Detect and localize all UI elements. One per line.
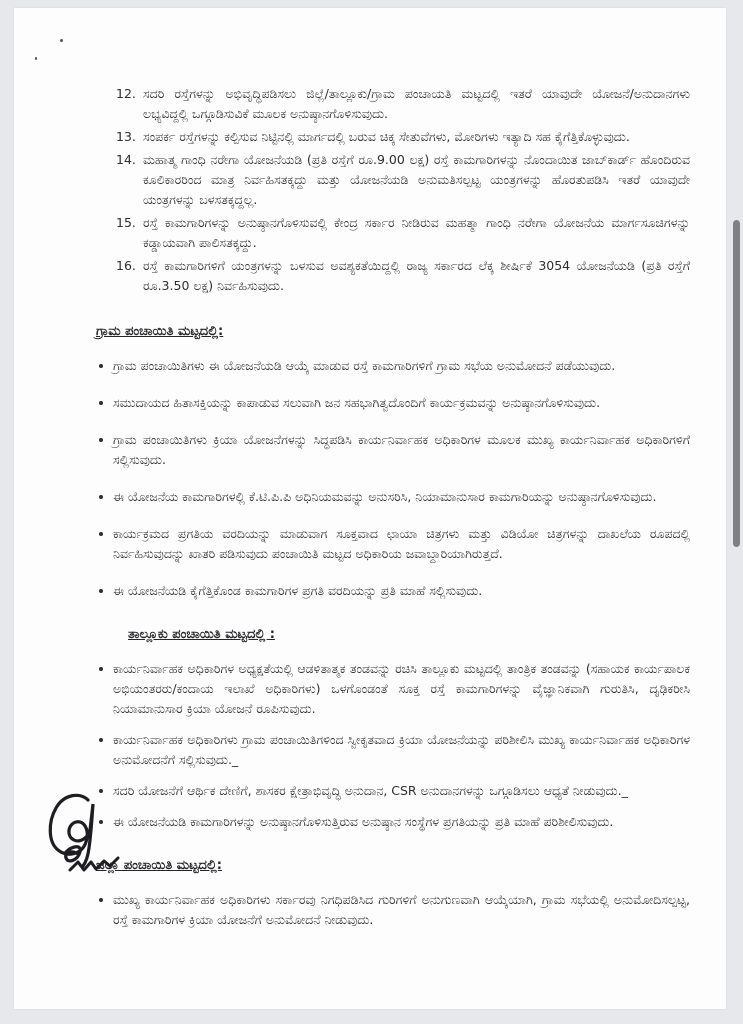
bullet-item: ಈ ಯೋಜನೆಯ ಕಾಮಗಾರಿಗಳಲ್ಲಿ ಕೆ.ಟಿ.ಪಿ.ಪಿ ಅಧಿನಿಯಮವನ್ನು ಅನುಸರಿಸಿ, ನಿಯಾಮಾನುಸಾರ ಕಾಮಗಾರಿಯನ್ನು ಅನುಷ್ಠಾನಗೊಳಿಸುವುದು. <box>96 487 690 507</box>
item-text: ರಸ್ತೆ ಕಾಮಗಾರಿಗಳಿಗೆ ಯಂತ್ರಗಳನ್ನು ಬಳಸುವ ಅವಶ್ಯಕತೆಯಿದ್ದಲ್ಲಿ ರಾಜ್ಯ ಸರ್ಕಾರದ ಲೆಕ್ಕ ಶೀರ್ಷಿಕೆ 3054 ಯೋಜನೆಯಡಿ (ಪ್ರತಿ ರಸ್ತೆಗೆ ರೂ.3.50 ಲಕ್ಷ) ನಿರ್ವಹಿಸುವುದು. <box>143 258 690 293</box>
item-text: ರಸ್ತೆ ಕಾಮಗಾರಿಗಳನ್ನು ಅನುಷ್ಠಾನಗೊಳಿಸುವಲ್ಲಿ ಕೇಂದ್ರ ಸರ್ಕಾರ ನೀಡಿರುವ ಮಹತ್ಮಾ ಗಾಂಧಿ ನರೇಗಾ ಯೋಜನೆಯ ಮಾರ್ಗಸೂಚಿಗಳನ್ನು ಕಡ್ಡಾಯವಾಗಿ ಪಾಲಿಸತಕ್ಕದ್ದು. <box>143 215 690 250</box>
item-number: 16. <box>116 258 136 273</box>
item-text: ಮಹಾತ್ಮ ಗಾಂಧಿ ನರೇಗಾ ಯೋಜನೆಯಡಿ (ಪ್ರತಿ ರಸ್ತೆಗೆ ರೂ.9.00 ಲಕ್ಷ) ರಸ್ತೆ ಕಾಮಗಾರಿಗಳನ್ನು ನೊಂದಾಯಿತ ಜಾಬ್‌ಕಾರ್ಡ್ ಹೊಂದಿರುವ ಕೂಲಿಕಾರರಿಂದ ಮಾತ್ರ ನಿರ್ವಹಿಸತಕ್ಕದ್ದು ಮತ್ತು ಯೋಜನೆಯಡಿ ಅನುಮತಿಸಲ್ಪಟ್ಟ ಯಂತ್ರಗಳನ್ನು ಹೊರತುಪಡಿಸಿ ಇತರೆ ಯಾವುದೇ ಯಂತ್ರಗಳನ್ನು ಬಳಸತಕ್ಕದ್ದಲ್ಲ. <box>143 152 690 207</box>
numbered-item-16 <box>116 256 690 296</box>
item-text: ಸಂಪರ್ಕ ರಸ್ತೆಗಳನ್ನು ಕಲ್ಪಿಸುವ ನಿಟ್ಟಿನಲ್ಲಿ ಮಾರ್ಗದಲ್ಲಿ ಬರುವ ಚಿಕ್ಕ ಸೇತುವೆಗಳು, ಮೋರಿಗಳು ಇತ್ಯಾದಿ ಸಹ ಕೈಗೆತ್ತಿಕೊಳ್ಳುವುದು. <box>143 129 630 144</box>
bullet-item: ಸದರಿ ಯೋಜನೆಗೆ ಆರ್ಥಿಕ ದೇಣಿಗೆ, ಶಾಸಕರ ಕ್ಷೇತ್ರಾಭಿವೃದ್ಧಿ ಅನುದಾನ, CSR ಅನುದಾನಗಳನ್ನು ಒಗ್ಗೂಡಿಸಲು ಆಧ್ಯತೆ ನೀಡುವುದು._ <box>96 781 690 801</box>
numbered-list <box>116 84 690 296</box>
gram-panchayat-bullets <box>96 356 690 601</box>
section-zilla-panchayat <box>96 856 690 930</box>
numbered-item-14 <box>116 150 690 210</box>
section-heading-zilla-panchayat: ಜಿಲ್ಲಾ ಪಂಚಾಯಿತಿ ಮಟ್ಟದಲ್ಲಿ: <box>96 858 222 873</box>
zilla-panchayat-bullets <box>96 890 690 930</box>
bullet-item: ಸಮುದಾಯದ ಹಿತಾಸಕ್ತಿಯನ್ನು ಕಾಪಾಡುವ ಸಲುವಾಗಿ ಜನ ಸಹಭಾಗಿತ್ವದೊಂದಿಗೆ ಕಾರ್ಯಕ್ರಮವನ್ನು ಅನುಷ್ಠಾನಗೊಳಿಸುವುದು. <box>96 393 690 413</box>
bullet-item: ಈ ಯೋಜನೆಯಡಿ ಕೈಗೆತ್ತಿಕೊಂಡ ಕಾಮಗಾರಿಗಳ ಪ್ರಗತಿ ವರದಿಯನ್ನು ಪ್ರತಿ ಮಾಹೆ ಸಲ್ಲಿಸುವುದು. <box>96 581 690 601</box>
document-page <box>14 8 726 1009</box>
item-number: 15. <box>116 215 136 230</box>
bullet-item: ಈ ಯೋಜನೆಯಡಿ ಕಾಮಗಾರಿಗಳನ್ನು ಅನುಷ್ಠಾನಗೊಳಿಸುತ್ತಿರುವ ಅನುಷ್ಠಾನ ಸಂಸ್ಥೆಗಳ ಪ್ರಗತಿಯನ್ನು ಪ್ರತಿ ಮಾಹೆ ಪರಿಶೀಲಿಸುವುದು. <box>96 812 690 832</box>
taluk-panchayat-bullets <box>96 659 690 832</box>
item-number: 12. <box>116 86 136 101</box>
bullet-item: ಗ್ರಾಮ ಪಂಚಾಯಿತಿಗಳು ಕ್ರಿಯಾ ಯೋಜನೆಗಳನ್ನು ಸಿದ್ಧಪಡಿಸಿ ಕಾರ್ಯನಿರ್ವಾಹಕ ಅಧಿಕಾರಿಗಳ ಮೂಲಕ ಮುಖ್ಯ ಕಾರ್ಯನಿರ್ವಾಹಕ ಅಧಿಕಾರಿಗಳಿಗೆ ಸಲ್ಲಿಸುವುದು. <box>96 430 690 470</box>
item-text: ಸದರಿ ರಸ್ತೆಗಳನ್ನು ಅಭಿವೃದ್ಧಿಪಡಿಸಲು ಜಿಲ್ಲೆ/ತಾಲ್ಲೂಕು/ಗ್ರಾಮ ಪಂಚಾಯತಿ ಮಟ್ಟದಲ್ಲಿ ಇತರೆ ಯಾವುದೇ ಯೋಜನೆ/ಅನುದಾನಗಳು ಲಭ್ಯವಿದ್ದಲ್ಲಿ ಒಗ್ಗೂಡಿಸುವಿಕೆ ಮೂಲಕ ಅನುಷ್ಠಾನಗೊಳಿಸುವುದು. <box>143 86 690 121</box>
numbered-item-15 <box>116 213 690 253</box>
item-number: 13. <box>116 129 136 144</box>
numbered-item-12 <box>116 84 690 124</box>
bullet-item: ಗ್ರಾಮ ಪಂಚಾಯಿತಿಗಳು ಈ ಯೋಜನೆಯಡಿ ಆಯ್ಕೆ ಮಾಡುವ ರಸ್ತೆ ಕಾಮಗಾರಿಗಳಿಗೆ ಗ್ರಾಮ ಸಭೆಯ ಅನುಮೋದನೆ ಪಡೆಯುವುದು. <box>96 356 690 376</box>
item-number: 14. <box>116 152 136 167</box>
bullet-item: ಕಾರ್ಯನಿರ್ವಾಹಕ ಅಧಿಕಾರಿಗಳ ಅಧ್ಯಕ್ಷತೆಯಲ್ಲಿ ಆಡಳಿತಾತ್ಮಕ ತಂಡವನ್ನು ರಚಿಸಿ ತಾಲ್ಲೂಕು ಮಟ್ಟದಲ್ಲಿ ತಾಂತ್ರಿಕ ತಂಡವನ್ನು (ಸಹಾಯಕ ಕಾರ್ಯಪಾಲಕ ಅಭಿಯಂತರರು/ಕಂದಾಯ ಇಲಾಖೆ ಅಧಿಕಾರಿಗಳು) ಒಳಗೊಂಡಂತೆ ಸೂಕ್ತ ರಸ್ತೆ ಕಾಮಗಾರಿಗಳನ್ನು ವೈಜ್ಞಾನಿಕವಾಗಿ ಗುರುತಿಸಿ, ದೃಢಿಕರೀಸಿ ನಿಯಾಮಾನುಸಾರ ಕ್ರಿಯಾ ಯೋಜನೆ ರೂಪಿಸುವುದು. <box>96 659 690 719</box>
section-taluk-panchayat <box>96 625 690 832</box>
section-gram-panchayat <box>96 322 690 601</box>
section-heading-gram-panchayat: ಗ್ರಾಮ ಪಂಚಾಯಿತಿ ಮಟ್ಟದಲ್ಲಿ: <box>96 324 224 339</box>
handwritten-signature <box>36 786 128 886</box>
section-heading-taluk-panchayat: ತಾಲ್ಲೂಕು ಪಂಚಾಯಿತಿ ಮಟ್ಟದಲ್ಲಿ : <box>128 627 275 642</box>
bullet-item: ಕಾರ್ಯಕ್ರಮದ ಪ್ರಗತಿಯ ವರದಿಯನ್ನು ಮಾಡುವಾಗ ಸೂಕ್ತವಾದ ಛಾಯಾ ಚಿತ್ರಗಳು ಮತ್ತು ವಿಡಿಯೋ ಚಿತ್ರಗಳನ್ನು ದಾಖಲೆಯ ರೂಪದಲ್ಲಿ ನಿರ್ವಹಿಸುವುದನ್ನು ಖಾತರಿ ಪಡಿಸುವುದು ಪಂಚಾಯಿತಿ ಮಟ್ಟದ ಅಧಿಕಾರಿಯ ಜವಾಬ್ದಾರಿಯಾಗಿರುತ್ತದೆ. <box>96 524 690 564</box>
numbered-item-13 <box>116 127 690 147</box>
bullet-item: ಕಾರ್ಯನಿರ್ವಾಹಕ ಅಧಿಕಾರಿಗಳು ಗ್ರಾಮ ಪಂಚಾಯಿತಿಗಳಿಂದ ಸ್ವೀಕೃತವಾದ ಕ್ರಿಯಾ ಯೋಜನೆಯನ್ನು ಪರಿಶೀಲಿಸಿ ಮುಖ್ಯ ಕಾರ್ಯನಿರ್ವಾಹಕ ಅಧಿಕಾರಿಗಳ ಅನುಮೋದನೆಗೆ ಸಲ್ಲಿಸುವುದು._ <box>96 730 690 770</box>
scrollbar-thumb[interactable] <box>733 220 740 547</box>
bullet-item: ಮುಖ್ಯ ಕಾರ್ಯನಿರ್ವಾಹಕ ಅಧಿಕಾರಿಗಳು ಸರ್ಕಾರವು ನಿಗಧಿಪಡಿಸಿದ ಗುರಿಗಳಿಗೆ ಅನುಗುಣವಾಗಿ ಆಯ್ಕೆಯಾಗಿ, ಗ್ರಾಮ ಸಭೆಯಲ್ಲಿ ಅನುಮೋದಿಸಲ್ಪಟ್ಟ, ರಸ್ತೆ ಕಾಮಗಾರಿಗಳ ಕ್ರಿಯಾ ಯೋಜನೆಗೆ ಅನುಮೋದನೆ ನೀಡುವುದು. <box>96 890 690 930</box>
